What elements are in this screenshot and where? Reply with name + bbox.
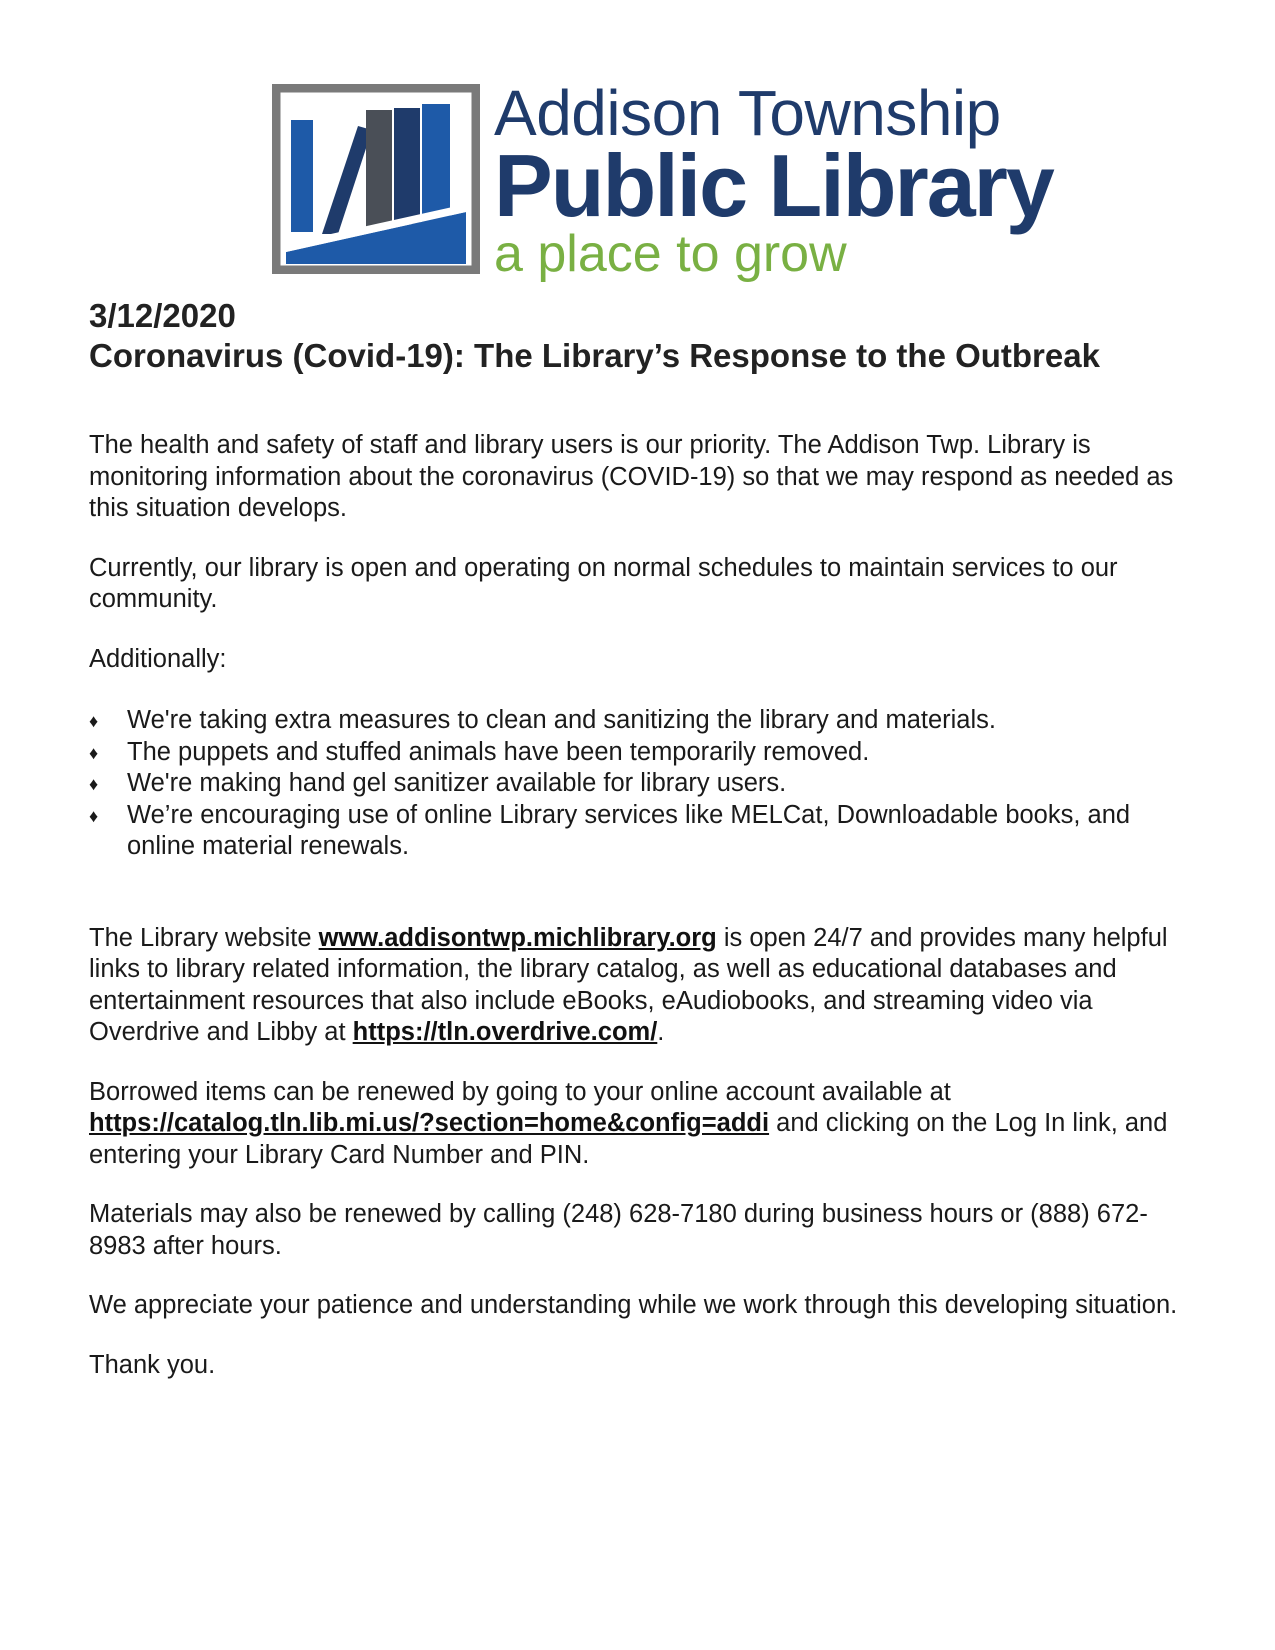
website-text-pre: The Library website <box>89 923 319 952</box>
list-item <box>89 705 1199 737</box>
list-item-text: We’re encouraging use of online Library services like MELCat, Downloadable books, and online material renewals. <box>127 800 1131 860</box>
website-text-post: . <box>657 1018 665 1046</box>
logo-line-2: Public Library <box>494 136 1053 235</box>
library-logo <box>272 78 1142 288</box>
logo-tagline: a place to grow <box>494 225 847 283</box>
diamond-bullet-icon: ♦ <box>89 774 99 794</box>
website-text-mid: is open 24/7 and provides many helpful links to library related information, the library catalog, as well as educational databases and entertainment resources that also include eBooks, eAudiobooks, and streaming video via Overdrive and Libby at <box>89 923 1168 1046</box>
notice-date: 3/12/2020 <box>89 297 236 334</box>
appreciate-paragraph: We appreciate your patience and understanding while we work through this developing situation. <box>89 1291 1178 1319</box>
additionally-label: Additionally: <box>89 644 227 673</box>
catalog-link[interactable]: https://catalog.tln.lib.mi.us/?section=home&config=addi <box>89 1109 770 1137</box>
overdrive-link[interactable]: https://tln.overdrive.com/ <box>352 1018 658 1046</box>
list-item <box>89 800 1199 863</box>
document-body <box>89 296 1199 1381</box>
renew-paragraph <box>89 1077 1199 1172</box>
list-item-text: We're taking extra measures to clean and sanitizing the library and materials. <box>127 706 996 734</box>
list-item <box>89 768 1199 800</box>
currently-paragraph: Currently, our library is open and operating on normal schedules to maintain services to our community. <box>89 553 1118 613</box>
diamond-bullet-icon: ♦ <box>89 742 99 763</box>
phone-paragraph: Materials may also be renewed by calling (248) 628-7180 during business hours or (888) 672-8983 after hours. <box>89 1200 1148 1260</box>
intro-paragraph: The health and safety of staff and library users is our priority. The Addison Twp. Library is monitoring information about the coronavirus (COVID-19) so that we may respond as needed as this situation develops. <box>89 431 1174 522</box>
renew-text-post: and clicking on the Log In link, and entering your Library Card Number and PIN. <box>89 1109 1168 1169</box>
library-website-link[interactable]: www.addisontwp.michlibrary.org <box>318 923 717 952</box>
diamond-bullet-icon: ♦ <box>89 805 99 826</box>
books-logo-icon <box>272 84 480 274</box>
logo-line-1: Addison Township <box>494 77 1001 149</box>
notice-title: Coronavirus (Covid-19): The Library’s Response to the Outbreak <box>89 337 1100 374</box>
list-item-text: The puppets and stuffed animals have been temporarily removed. <box>127 737 870 766</box>
list-item <box>89 737 1199 769</box>
renew-text-pre: Borrowed items can be renewed by going to your online account available at <box>89 1077 951 1106</box>
measures-list <box>89 705 1199 863</box>
diamond-bullet-icon: ♦ <box>89 711 99 731</box>
website-paragraph <box>89 923 1199 1049</box>
thank-you-text: Thank you. <box>89 1350 216 1379</box>
list-item-text: We're making hand gel sanitizer available for library users. <box>127 769 787 797</box>
logo-wordmark <box>494 78 1053 284</box>
